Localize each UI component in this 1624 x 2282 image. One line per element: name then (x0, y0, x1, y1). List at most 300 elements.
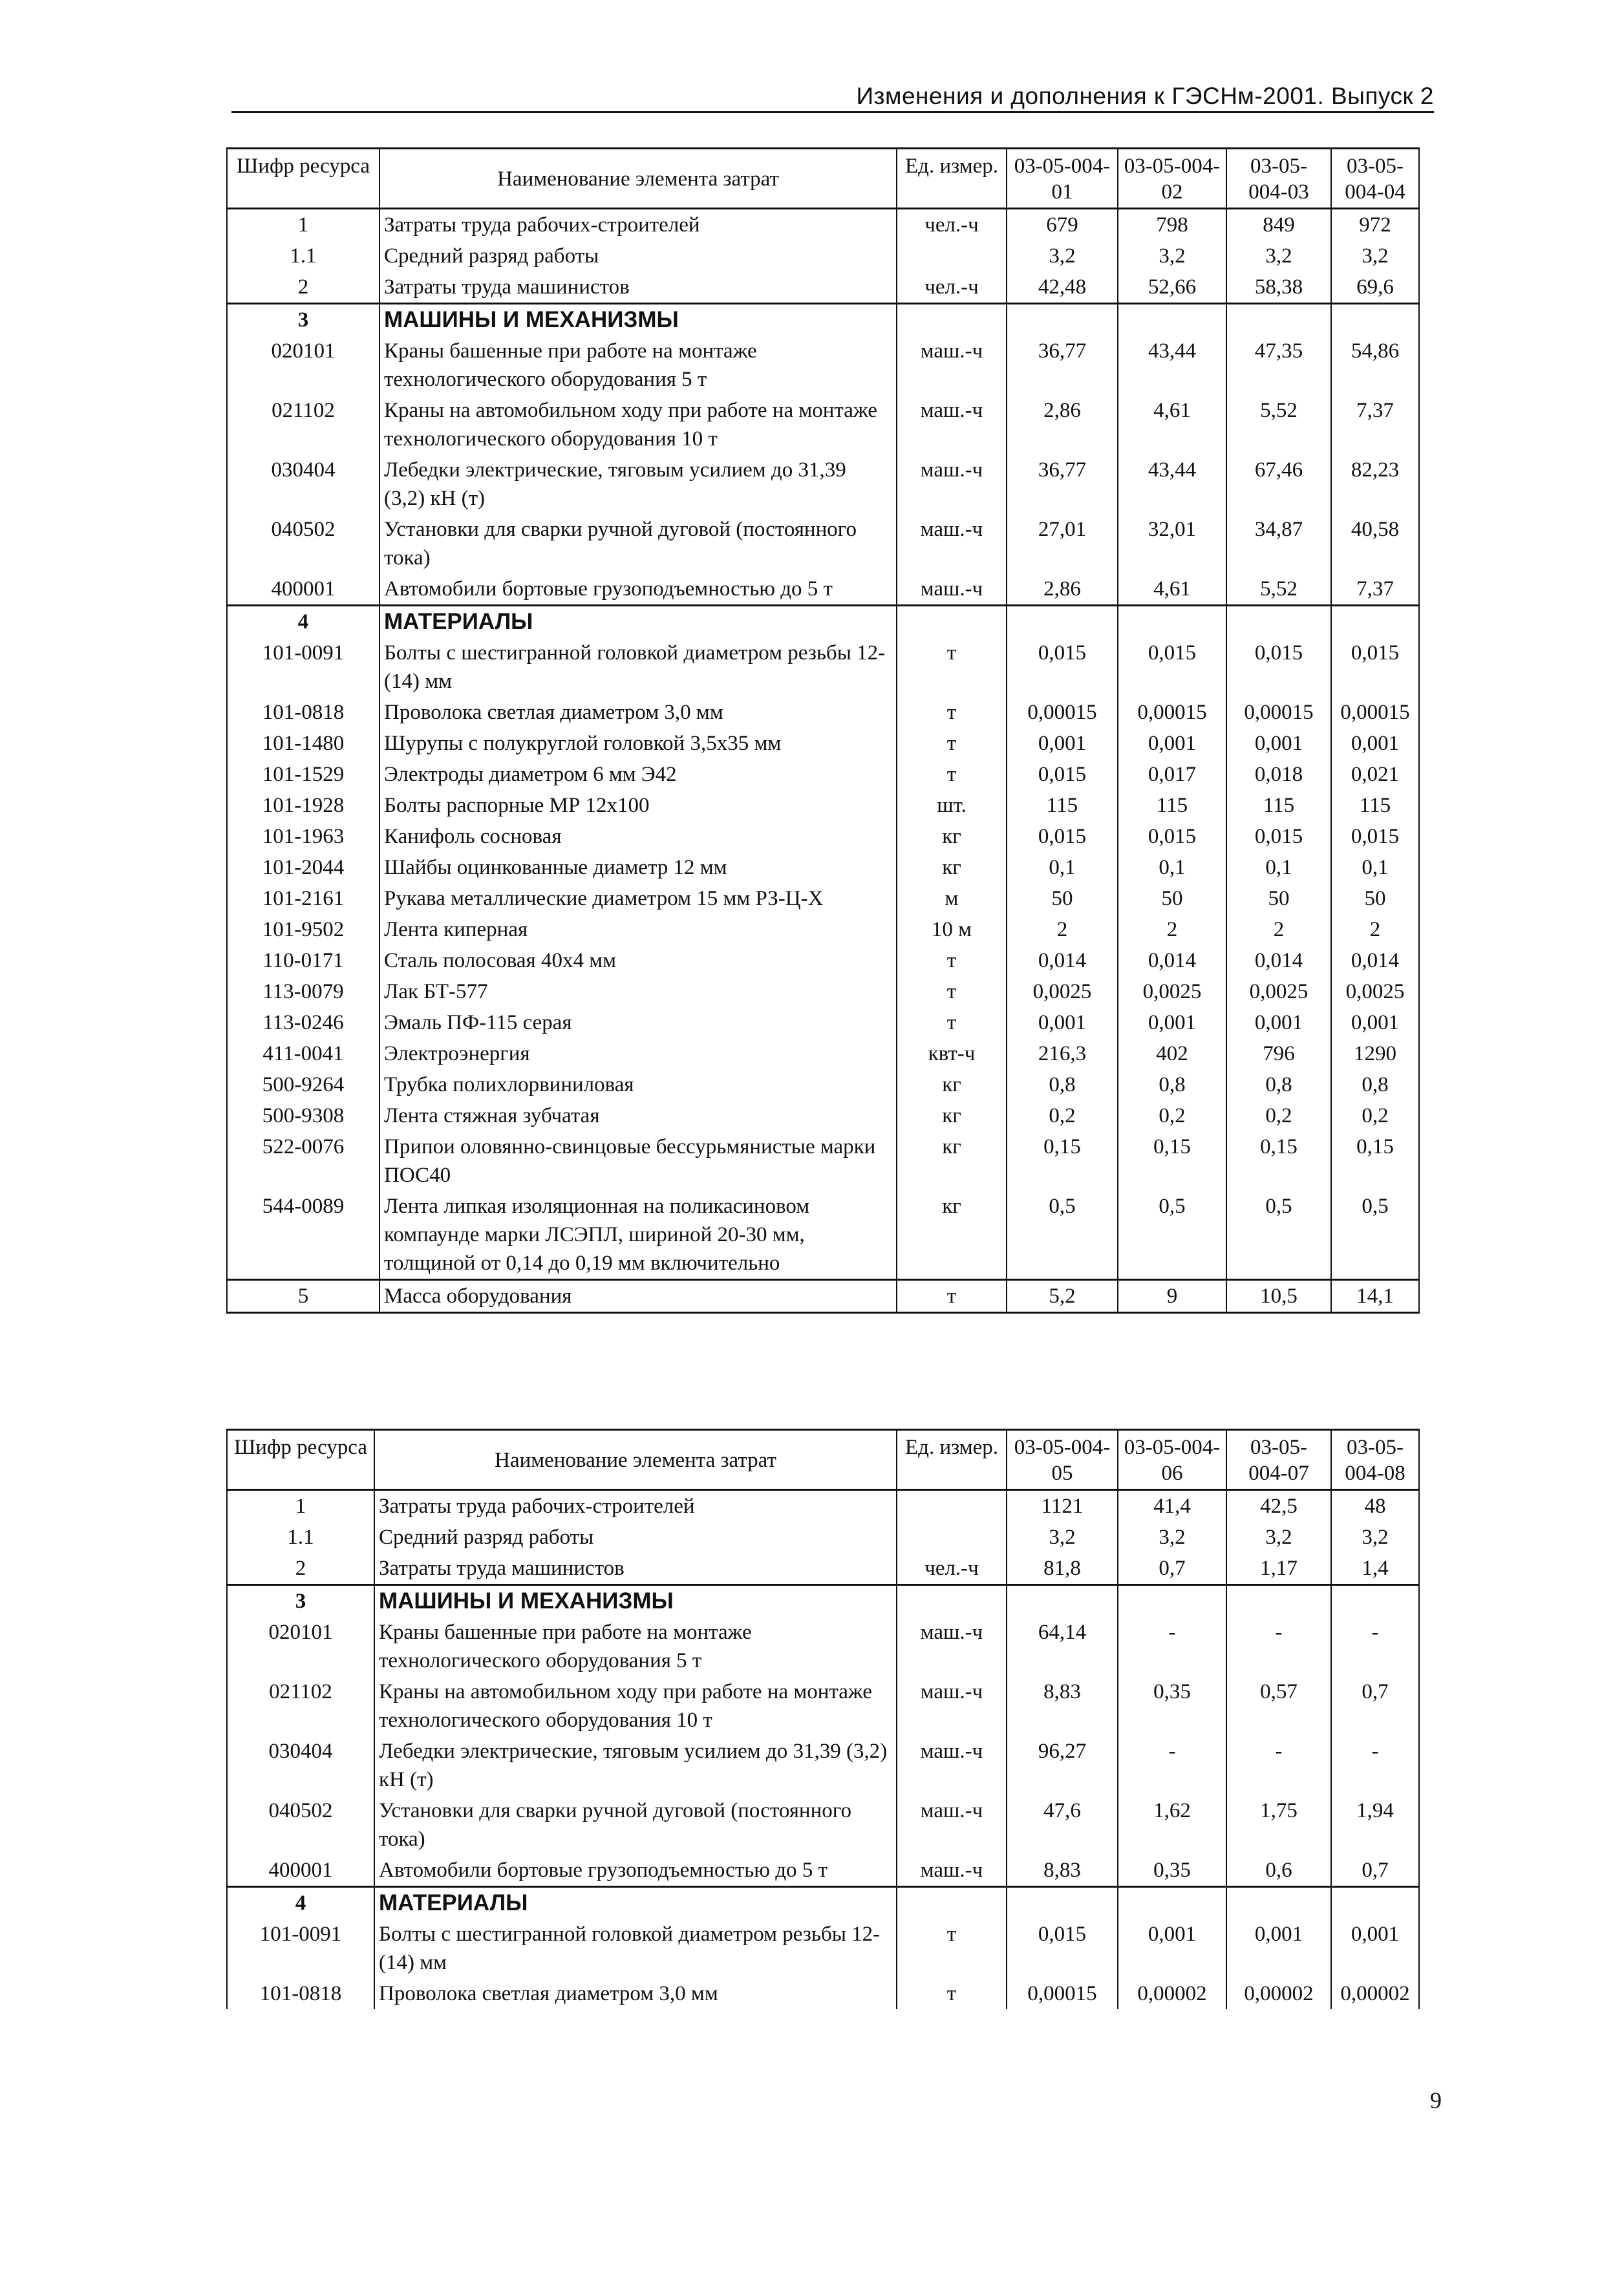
value-cell: 0,2 (1226, 1100, 1331, 1131)
resource-code-cell: 021102 (227, 395, 379, 454)
unit-cell: маш.-ч (897, 1855, 1007, 1887)
table-row (227, 883, 1419, 914)
resource-code-cell: 3 (227, 1585, 374, 1617)
value-cell: 0,15 (1007, 1131, 1118, 1191)
resource-name-cell: Трубка полихлорвиниловая (379, 1069, 897, 1100)
table-row (227, 759, 1419, 790)
value-cell: 36,77 (1007, 454, 1118, 514)
resource-name-cell: Масса оборудования (379, 1280, 897, 1313)
resource-name-cell: Краны башенные при работе на монтаже технологического оборудования 5 т (379, 336, 897, 395)
column-header-norm: 03-05-004-03 (1226, 149, 1331, 209)
value-cell: - (1331, 1736, 1419, 1795)
page-number: 9 (1430, 2087, 1442, 2113)
unit-cell: маш.-ч (897, 336, 1007, 395)
value-cell: 0,1 (1118, 852, 1226, 883)
table-row (227, 1280, 1419, 1313)
value-cell: 0,1 (1007, 852, 1118, 883)
value-cell: 0,0025 (1118, 976, 1226, 1007)
resource-code-cell: 1 (227, 1490, 374, 1522)
value-cell: 0,00002 (1226, 1978, 1331, 2009)
value-cell: 0,001 (1118, 728, 1226, 759)
resource-code-cell: 030404 (227, 1736, 374, 1795)
resource-name-cell: Установки для сварки ручной дуговой (постоянного тока) (374, 1795, 897, 1855)
value-cell: 4,61 (1118, 395, 1226, 454)
value-cell: 3,2 (1331, 240, 1419, 272)
value-cell: 3,2 (1118, 240, 1226, 272)
resource-name-cell: Краны башенные при работе на монтаже технологического оборудования 5 т (374, 1617, 897, 1676)
resource-name-cell: Установки для сварки ручной дуговой (постоянного тока) (379, 514, 897, 573)
value-cell: - (1226, 1617, 1331, 1676)
value-cell: 54,86 (1331, 336, 1419, 395)
value-cell (1007, 606, 1118, 638)
value-cell: 0,015 (1331, 821, 1419, 852)
value-cell (1226, 1585, 1331, 1617)
value-cell: 0,57 (1226, 1676, 1331, 1736)
table-row (227, 240, 1419, 272)
column-header-name: Наименование элемента затрат (374, 1430, 897, 1490)
value-cell: 3,2 (1007, 1522, 1118, 1553)
value-cell: 3,2 (1118, 1522, 1226, 1553)
value-cell: 0,7 (1118, 1553, 1226, 1585)
value-cell: 0,015 (1226, 821, 1331, 852)
value-cell: 0,2 (1007, 1100, 1118, 1131)
table-body (227, 1490, 1419, 2010)
value-cell: 41,4 (1118, 1490, 1226, 1522)
value-cell: 5,2 (1007, 1280, 1118, 1313)
resource-code-cell: 020101 (227, 1617, 374, 1676)
resource-name-cell: Болты распорные МР 12х100 (379, 790, 897, 821)
table-header-row (227, 149, 1419, 209)
unit-cell: кг (897, 821, 1007, 852)
value-cell: 0,001 (1226, 1919, 1331, 1978)
table-row (227, 1131, 1419, 1191)
resource-code-cell: 020101 (227, 336, 379, 395)
value-cell: 42,48 (1007, 272, 1118, 304)
resource-name-cell: Средний разряд работы (374, 1522, 897, 1553)
unit-cell: маш.-ч (897, 514, 1007, 573)
column-header-norm: 03-05-004-04 (1331, 149, 1419, 209)
value-cell: 69,6 (1331, 272, 1419, 304)
resource-code-cell: 113-0079 (227, 976, 379, 1007)
value-cell: 0,015 (1007, 637, 1118, 697)
unit-cell: маш.-ч (897, 1795, 1007, 1855)
table-header-row (227, 1430, 1419, 1490)
value-cell: 0,015 (1331, 637, 1419, 697)
table-row (227, 728, 1419, 759)
value-cell: 115 (1226, 790, 1331, 821)
resource-name-cell: Проволока светлая диаметром 3,0 мм (374, 1978, 897, 2009)
value-cell: 0,2 (1331, 1100, 1419, 1131)
resource-code-cell: 101-1529 (227, 759, 379, 790)
value-cell: 0,015 (1007, 759, 1118, 790)
resource-name-cell: Шурупы с полукруглой головкой 3,5х35 мм (379, 728, 897, 759)
value-cell: 115 (1331, 790, 1419, 821)
table-row (227, 1007, 1419, 1038)
table-row (227, 514, 1419, 573)
column-header-norm: 03-05-004-01 (1007, 149, 1118, 209)
value-cell: 1,17 (1226, 1553, 1331, 1585)
value-cell (1226, 304, 1331, 336)
value-cell: 0,0025 (1331, 976, 1419, 1007)
value-cell: 0,5 (1331, 1191, 1419, 1280)
value-cell: 81,8 (1007, 1553, 1118, 1585)
table-row (227, 637, 1419, 697)
value-cell: 47,6 (1007, 1795, 1118, 1855)
value-cell: 47,35 (1226, 336, 1331, 395)
value-cell: 115 (1118, 790, 1226, 821)
value-cell: 798 (1118, 209, 1226, 241)
unit-cell: т (897, 976, 1007, 1007)
column-header-norm: 03-05-004-07 (1226, 1430, 1331, 1490)
unit-cell: чел.-ч (897, 272, 1007, 304)
unit-cell: м (897, 883, 1007, 914)
value-cell: 48 (1331, 1490, 1419, 1522)
value-cell: 0,021 (1331, 759, 1419, 790)
resource-name-cell: Затраты труда машинистов (379, 272, 897, 304)
value-cell (1007, 1585, 1118, 1617)
unit-cell: кг (897, 1191, 1007, 1280)
value-cell: 0,017 (1118, 759, 1226, 790)
resource-name-cell: Эмаль ПФ-115 серая (379, 1007, 897, 1038)
value-cell: 1,75 (1226, 1795, 1331, 1855)
unit-cell: т (897, 637, 1007, 697)
unit-cell: маш.-ч (897, 1736, 1007, 1795)
column-header-code: Шифр ресурса (227, 1430, 374, 1490)
page-header: Изменения и дополнения к ГЭСНм-2001. Выпуск 2 (231, 83, 1434, 113)
resource-name-cell: Лебедки электрические, тяговым усилием до 31,39 (3,2) кН (т) (379, 454, 897, 514)
value-cell: - (1118, 1617, 1226, 1676)
value-cell: 0,015 (1007, 1919, 1118, 1978)
unit-cell: маш.-ч (897, 395, 1007, 454)
value-cell: 2,86 (1007, 573, 1118, 606)
value-cell: 0,7 (1331, 1855, 1419, 1887)
value-cell: 5,52 (1226, 395, 1331, 454)
value-cell: 0,2 (1118, 1100, 1226, 1131)
resource-code-cell: 101-1963 (227, 821, 379, 852)
value-cell: 96,27 (1007, 1736, 1118, 1795)
value-cell: 1,62 (1118, 1795, 1226, 1855)
value-cell: 8,83 (1007, 1855, 1118, 1887)
value-cell: 0,1 (1226, 852, 1331, 883)
table-row (227, 1490, 1419, 1522)
value-cell: 50 (1226, 883, 1331, 914)
value-cell: 0,8 (1226, 1069, 1331, 1100)
value-cell: 0,0025 (1226, 976, 1331, 1007)
value-cell: 0,5 (1007, 1191, 1118, 1280)
table-row (227, 914, 1419, 945)
value-cell: - (1226, 1736, 1331, 1795)
section-row (227, 1887, 1419, 1919)
value-cell: 0,00015 (1118, 697, 1226, 728)
section-row (227, 1585, 1419, 1617)
value-cell: 43,44 (1118, 336, 1226, 395)
table-row (227, 1795, 1419, 1855)
section-title-cell: МАШИНЫ И МЕХАНИЗМЫ (379, 304, 897, 336)
value-cell: 0,00015 (1007, 697, 1118, 728)
resource-code-cell: 1 (227, 209, 379, 241)
table-row (227, 945, 1419, 976)
table-row (227, 1978, 1419, 2009)
unit-cell: чел.-ч (897, 209, 1007, 241)
resource-code-cell: 2 (227, 272, 379, 304)
table-row (227, 336, 1419, 395)
value-cell: 67,46 (1226, 454, 1331, 514)
value-cell: 3,2 (1007, 240, 1118, 272)
value-cell: 0,5 (1226, 1191, 1331, 1280)
unit-cell: 10 м (897, 914, 1007, 945)
table-row (227, 976, 1419, 1007)
unit-cell: маш.-ч (897, 454, 1007, 514)
unit-cell: чел.-ч (897, 1553, 1007, 1585)
value-cell: 50 (1331, 883, 1419, 914)
resource-name-cell: Автомобили бортовые грузоподъемностью до 5 т (379, 573, 897, 606)
value-cell: 3,2 (1331, 1522, 1419, 1553)
value-cell: 849 (1226, 209, 1331, 241)
value-cell: 0,001 (1331, 1919, 1419, 1978)
unit-cell: т (897, 945, 1007, 976)
value-cell: 796 (1226, 1038, 1331, 1069)
value-cell: 0,15 (1226, 1131, 1331, 1191)
value-cell: 0,018 (1226, 759, 1331, 790)
value-cell: 36,77 (1007, 336, 1118, 395)
resource-name-cell: Средний разряд работы (379, 240, 897, 272)
resource-code-cell: 101-9502 (227, 914, 379, 945)
resource-code-cell: 101-1928 (227, 790, 379, 821)
resource-code-cell: 101-0818 (227, 1978, 374, 2009)
value-cell: 0,35 (1118, 1855, 1226, 1887)
value-cell: 0,015 (1118, 821, 1226, 852)
table-row (227, 1676, 1419, 1736)
column-header-name: Наименование элемента затрат (379, 149, 897, 209)
value-cell: 0,014 (1331, 945, 1419, 976)
value-cell: 0,00002 (1118, 1978, 1226, 2009)
section-title-cell: МАШИНЫ И МЕХАНИЗМЫ (374, 1585, 897, 1617)
table-row (227, 1069, 1419, 1100)
value-cell (1331, 606, 1419, 638)
section-row (227, 304, 1419, 336)
unit-cell: т (897, 759, 1007, 790)
value-cell: 3,2 (1226, 240, 1331, 272)
value-cell (1226, 1887, 1331, 1919)
table-row (227, 1038, 1419, 1069)
resource-code-cell: 101-2044 (227, 852, 379, 883)
unit-cell: т (897, 697, 1007, 728)
resource-name-cell: Краны на автомобильном ходу при работе на монтаже технологического оборудования 10 т (379, 395, 897, 454)
value-cell: 0,015 (1226, 637, 1331, 697)
value-cell: 0,001 (1331, 1007, 1419, 1038)
value-cell: 2 (1118, 914, 1226, 945)
table-row (227, 573, 1419, 606)
value-cell: 0,001 (1118, 1919, 1226, 1978)
resource-name-cell: Припои оловянно-свинцовые бессурьмянистые марки ПОС40 (379, 1131, 897, 1191)
unit-cell: шт. (897, 790, 1007, 821)
table-row (227, 852, 1419, 883)
resource-code-cell: 101-1480 (227, 728, 379, 759)
table-row (227, 1919, 1419, 1978)
table-row (227, 821, 1419, 852)
value-cell: 402 (1118, 1038, 1226, 1069)
value-cell (1007, 304, 1118, 336)
value-cell: 27,01 (1007, 514, 1118, 573)
unit-cell: т (897, 1919, 1007, 1978)
resource-name-cell: Затраты труда рабочих-строителей (379, 209, 897, 241)
resource-code-cell: 1.1 (227, 1522, 374, 1553)
unit-cell: т (897, 1978, 1007, 2009)
unit-cell (897, 1585, 1007, 1617)
value-cell: 0,001 (1007, 728, 1118, 759)
resource-code-cell: 400001 (227, 573, 379, 606)
value-cell: 0,15 (1118, 1131, 1226, 1191)
unit-cell: т (897, 728, 1007, 759)
resource-name-cell: Рукава металлические диаметром 15 мм РЗ-Ц-Х (379, 883, 897, 914)
value-cell: 7,37 (1331, 573, 1419, 606)
resource-code-cell: 4 (227, 606, 379, 638)
resource-name-cell: Лебедки электрические, тяговым усилием до 31,39 (3,2) кН (т) (374, 1736, 897, 1795)
value-cell: 0,0025 (1007, 976, 1118, 1007)
resource-code-cell: 5 (227, 1280, 379, 1313)
table-row (227, 209, 1419, 241)
unit-cell (897, 1490, 1007, 1522)
unit-cell (897, 240, 1007, 272)
value-cell: 3,2 (1226, 1522, 1331, 1553)
value-cell: 0,35 (1118, 1676, 1226, 1736)
value-cell: 0,8 (1331, 1069, 1419, 1100)
value-cell: - (1331, 1617, 1419, 1676)
resource-name-cell: Затраты труда машинистов (374, 1553, 897, 1585)
resource-table-1 (226, 147, 1420, 1314)
value-cell: 0,014 (1118, 945, 1226, 976)
resource-code-cell: 101-0091 (227, 637, 379, 697)
resource-name-cell: Болты с шестигранной головкой диаметром резьбы 12- (14) мм (379, 637, 897, 697)
value-cell: 0,001 (1118, 1007, 1226, 1038)
value-cell: 0,8 (1118, 1069, 1226, 1100)
value-cell: 0,015 (1007, 821, 1118, 852)
column-header-norm: 03-05-004-06 (1118, 1430, 1226, 1490)
resource-name-cell: Проволока светлая диаметром 3,0 мм (379, 697, 897, 728)
unit-cell: маш.-ч (897, 1676, 1007, 1736)
value-cell: 0,014 (1226, 945, 1331, 976)
value-cell: 43,44 (1118, 454, 1226, 514)
resource-name-cell: Лента липкая изоляционная на поликасиновом компаунде марки ЛСЭПЛ, шириной 20-30 мм, толщиной от 0,14 до 0,19 мм включительно (379, 1191, 897, 1280)
resource-table-2 (226, 1429, 1420, 2009)
table-row (227, 1855, 1419, 1887)
value-cell: 14,1 (1331, 1280, 1419, 1313)
unit-cell (897, 606, 1007, 638)
value-cell: 115 (1007, 790, 1118, 821)
value-cell: 0,014 (1007, 945, 1118, 976)
value-cell: 58,38 (1226, 272, 1331, 304)
unit-cell: т (897, 1007, 1007, 1038)
value-cell: 32,01 (1118, 514, 1226, 573)
value-cell: 0,00015 (1331, 697, 1419, 728)
value-cell: 0,001 (1007, 1007, 1118, 1038)
value-cell: 10,5 (1226, 1280, 1331, 1313)
resource-code-cell: 4 (227, 1887, 374, 1919)
value-cell: 0,6 (1226, 1855, 1331, 1887)
value-cell: 1121 (1007, 1490, 1118, 1522)
value-cell (1118, 1887, 1226, 1919)
table-row (227, 1617, 1419, 1676)
value-cell: 2,86 (1007, 395, 1118, 454)
value-cell: 0,5 (1118, 1191, 1226, 1280)
value-cell: 1,94 (1331, 1795, 1419, 1855)
value-cell: 34,87 (1226, 514, 1331, 573)
resource-name-cell: Затраты труда рабочих-строителей (374, 1490, 897, 1522)
value-cell: 82,23 (1331, 454, 1419, 514)
unit-cell: квт-ч (897, 1038, 1007, 1069)
value-cell: 1,4 (1331, 1553, 1419, 1585)
resource-code-cell: 411-0041 (227, 1038, 379, 1069)
resource-code-cell: 040502 (227, 1795, 374, 1855)
resource-code-cell: 500-9264 (227, 1069, 379, 1100)
resource-name-cell: Болты с шестигранной головкой диаметром резьбы 12- (14) мм (374, 1919, 897, 1978)
section-title-cell: МАТЕРИАЛЫ (379, 606, 897, 638)
table-row (227, 454, 1419, 514)
resource-name-cell: Лак БТ-577 (379, 976, 897, 1007)
value-cell: 64,14 (1007, 1617, 1118, 1676)
table-row (227, 1100, 1419, 1131)
table-row (227, 790, 1419, 821)
unit-cell (897, 1887, 1007, 1919)
value-cell: 50 (1007, 883, 1118, 914)
unit-cell: кг (897, 1100, 1007, 1131)
unit-cell: маш.-ч (897, 1617, 1007, 1676)
resource-code-cell: 500-9308 (227, 1100, 379, 1131)
value-cell (1331, 1585, 1419, 1617)
value-cell: 0,001 (1331, 728, 1419, 759)
value-cell: 0,00002 (1331, 1978, 1419, 2009)
value-cell: 50 (1118, 883, 1226, 914)
column-header-norm: 03-05-004-02 (1118, 149, 1226, 209)
resource-code-cell: 544-0089 (227, 1191, 379, 1280)
unit-cell: маш.-ч (897, 573, 1007, 606)
value-cell: 9 (1118, 1280, 1226, 1313)
table-row (227, 1191, 1419, 1280)
value-cell: 1290 (1331, 1038, 1419, 1069)
resource-code-cell: 101-0091 (227, 1919, 374, 1978)
value-cell: 0,001 (1226, 728, 1331, 759)
value-cell: 4,61 (1118, 573, 1226, 606)
value-cell (1118, 606, 1226, 638)
value-cell: 0,00015 (1007, 1978, 1118, 2009)
value-cell: 0,00015 (1226, 697, 1331, 728)
value-cell: 2 (1226, 914, 1331, 945)
resource-code-cell: 3 (227, 304, 379, 336)
value-cell: 2 (1331, 914, 1419, 945)
value-cell: 0,8 (1007, 1069, 1118, 1100)
table-row (227, 697, 1419, 728)
resource-code-cell: 400001 (227, 1855, 374, 1887)
value-cell: 2 (1007, 914, 1118, 945)
column-header-unit: Ед. измер. (897, 1430, 1007, 1490)
resource-code-cell: 040502 (227, 514, 379, 573)
table-row (227, 395, 1419, 454)
unit-cell: кг (897, 1131, 1007, 1191)
resource-name-cell: Шайбы оцинкованные диаметр 12 мм (379, 852, 897, 883)
resource-code-cell: 101-0818 (227, 697, 379, 728)
table-row (227, 272, 1419, 304)
value-cell (1331, 1887, 1419, 1919)
value-cell: 52,66 (1118, 272, 1226, 304)
resource-code-cell: 110-0171 (227, 945, 379, 976)
resource-code-cell: 522-0076 (227, 1131, 379, 1191)
value-cell (1007, 1887, 1118, 1919)
value-cell: 42,5 (1226, 1490, 1331, 1522)
column-header-norm: 03-05-004-05 (1007, 1430, 1118, 1490)
value-cell: 679 (1007, 209, 1118, 241)
resource-name-cell: Автомобили бортовые грузоподъемностью до 5 т (374, 1855, 897, 1887)
resource-name-cell: Сталь полосовая 40х4 мм (379, 945, 897, 976)
